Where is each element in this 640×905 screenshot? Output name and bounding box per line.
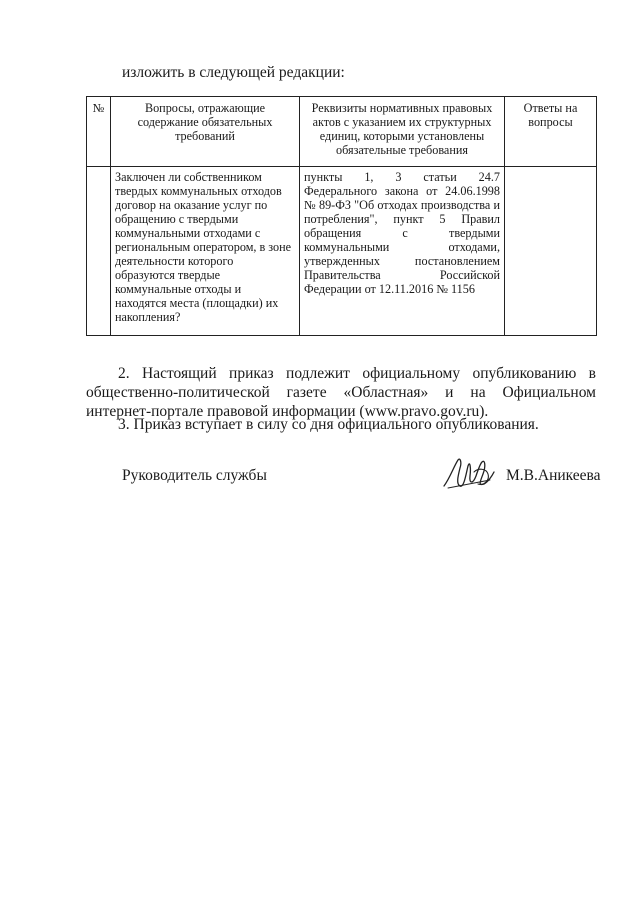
header-references: Реквизиты нормативных правовых актов с указанием их структурных единиц, которыми установлены обязательные требования [300, 97, 505, 167]
signature-icon [440, 454, 496, 494]
row-answer [505, 167, 597, 336]
row-question: Заключен ли собственником твердых коммунальных отходов договор на оказание услуг по обращению с твердыми коммунальными отходами с региональным оператором, в зоне деятельности которого образуются твердые коммунальные отходы и находятся места (площадки) их накопления? [111, 167, 300, 336]
requirements-table [86, 96, 597, 336]
signatory-name: М.В.Аникеева [506, 467, 601, 484]
table-row [87, 167, 597, 336]
paragraph-publication: 2. Настоящий приказ подлежит официальному опубликованию в общественно-политической газете «Областная» и на Официальном интернет-портале правовой информации (www.pravo.gov.ru). [86, 365, 596, 420]
intro-text: изложить в следующей редакции: [122, 64, 345, 81]
row-references: пункты 1, 3 статьи 24.7 Федерального закона от 24.06.1998 № 89-ФЗ "Об отходах производства и потребления", пункт 5 Правил обращения с твердыми коммунальными отходами, утвержденных постановлением Правительства Российской Федерации от 12.11.2016 № 1156 [300, 167, 505, 336]
signatory-title: Руководитель службы [122, 467, 267, 484]
header-answers: Ответы на вопросы [505, 97, 597, 167]
header-questions: Вопросы, отражающие содержание обязательных требований [111, 97, 300, 167]
paragraph-effective: 3. Приказ вступает в силу со дня официального опубликования. [118, 416, 539, 433]
header-number: № [87, 97, 111, 167]
table-header-row [87, 97, 597, 167]
row-number [87, 167, 111, 336]
